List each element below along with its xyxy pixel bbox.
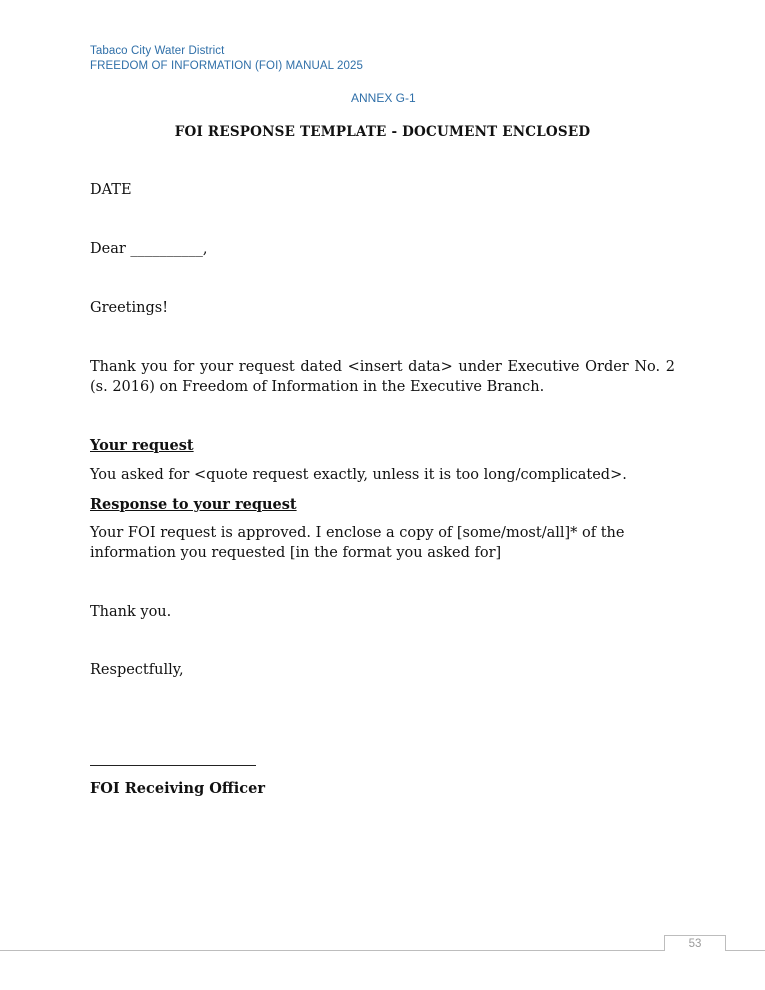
your-request-heading: Your request [90, 437, 194, 454]
closing-line: Respectfully, [90, 662, 184, 678]
greeting: Greetings! [90, 300, 169, 316]
footer-rule [0, 950, 765, 951]
date-line: DATE [90, 182, 132, 198]
signatory-title: FOI Receiving Officer [90, 780, 265, 797]
organization-name: Tabaco City Water District [90, 45, 225, 57]
salutation: Dear __________, [90, 241, 208, 257]
document-title: FOI RESPONSE TEMPLATE - DOCUMENT ENCLOSED [174, 124, 591, 140]
response-text: Your FOI request is approved. I enclose a copy of [some/most/all]* of the information you requested [in the format you asked for] [90, 525, 625, 561]
signature-line [90, 765, 256, 766]
your-request-text: You asked for <quote request exactly, unless it is too long/complicated>. [90, 467, 627, 483]
intro-paragraph: Thank you for your request dated <insert data> under Executive Order No. 2 (s. 2016) on Freedom of Information in the Executive Branch. [90, 359, 675, 395]
response-heading: Response to your request [90, 496, 297, 513]
page-number: 53 [664, 935, 726, 951]
manual-title: FREEDOM OF INFORMATION (FOI) MANUAL 2025 [90, 60, 363, 72]
annex-label: ANNEX G-1 [351, 91, 416, 105]
thanks-line: Thank you. [90, 604, 172, 620]
